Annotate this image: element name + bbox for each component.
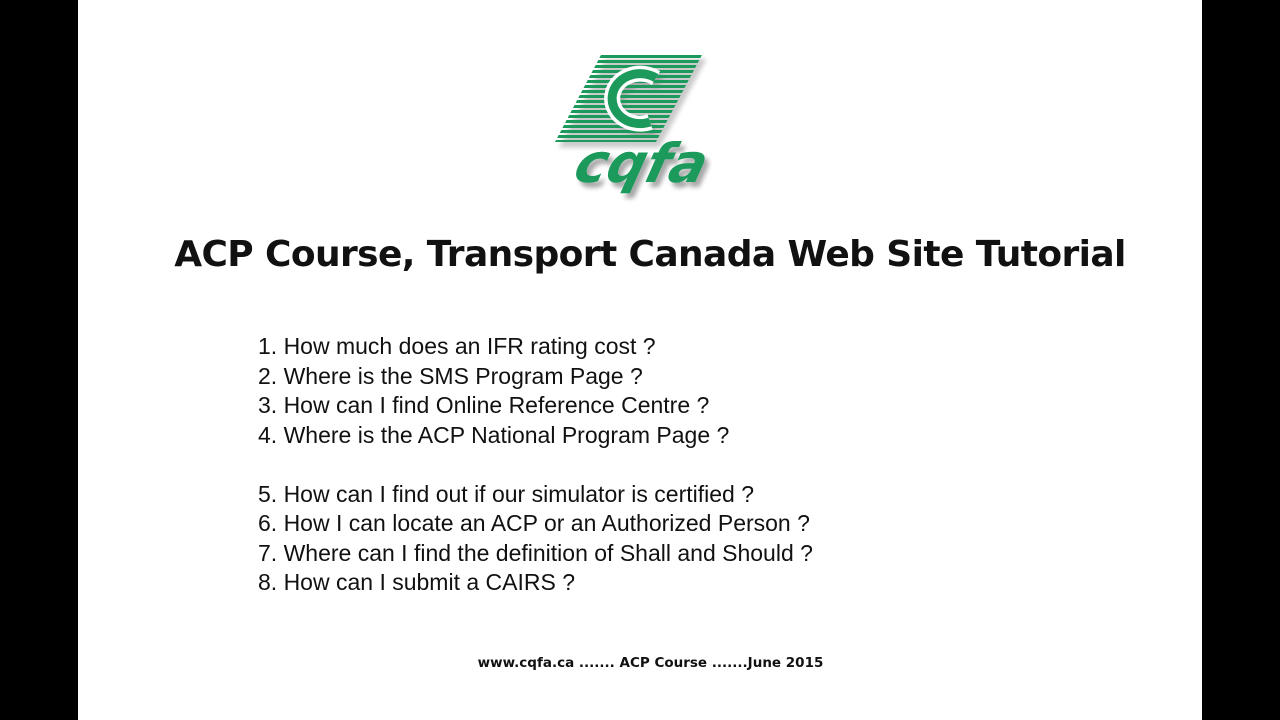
question-item: 1. How much does an IFR rating cost ? (258, 333, 656, 359)
question-item: 4. Where is the ACP National Program Page ? (258, 421, 730, 448)
question-item: 6. How I can locate an ACP or an Authorized Person ? (258, 510, 810, 536)
question-item: 3. How can I find Online Reference Centre ? (258, 392, 710, 418)
slide-title: ACP Course, Transport Canada Web Site Tutorial (174, 234, 1126, 275)
question-list (258, 332, 813, 598)
slide (78, 0, 1202, 720)
question-group (258, 332, 813, 450)
question-item: 5. How can I find out if our simulator is certified ? (258, 480, 754, 507)
cqfa-logo (538, 50, 748, 208)
logo-wordmark: cqfa (568, 131, 715, 195)
slide-footer: www.cqfa.ca ....... ACP Course .......June 2015 (477, 655, 824, 671)
question-group (258, 480, 813, 598)
question-item: 8. How can I submit a CAIRS ? (258, 569, 576, 595)
question-item: 7. Where can I find the definition of Shall and Should ? (258, 539, 813, 566)
question-item: 2. Where is the SMS Program Page ? (258, 362, 643, 389)
